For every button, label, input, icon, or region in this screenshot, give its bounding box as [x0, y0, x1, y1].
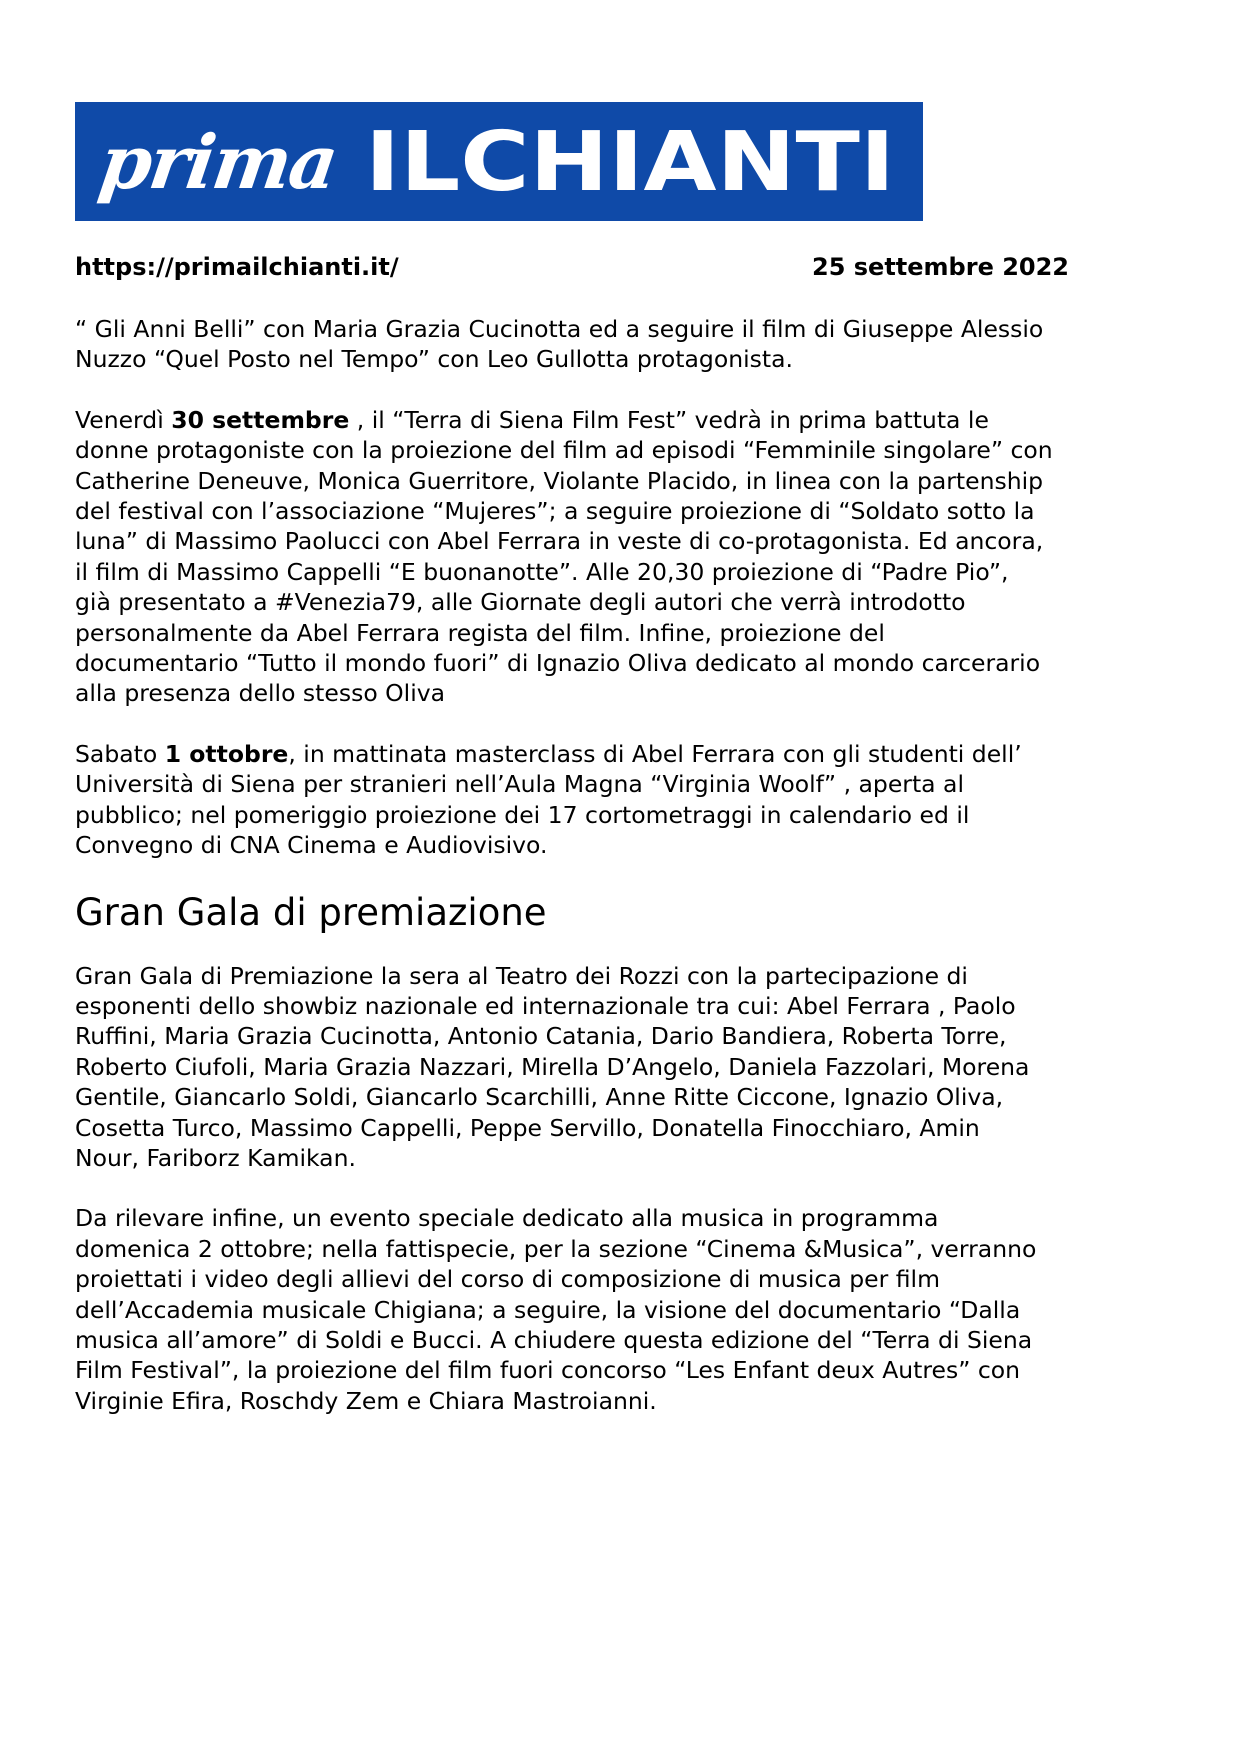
paragraph-venerdi-text: , il “Terra di Siena Film Fest” vedrà in prima battuta le donne protagoniste con la proiezione del film ad episodi “Femminile singolare” con Catherine Deneuve, Monica Guerritore, Violante Placido, in linea con la partenship del festival con l’associazione “Mujeres”; a seguire proiezione di “Soldato sotto la luna” di Massimo Paolucci con Abel Ferrara in veste di co-protagonista. Ed ancora, il film di Massimo Cappelli “E buonanotte”. Alle 20,30 proiezione di “Padre Pio”, già presentato a #Venezia79, alle Giornate degli autori che verrà introdotto personalmente da Abel Ferrara regista del film. Infine, proiezione del documentario “Tutto il mondo fuori” di Ignazio Oliva dedicato al mondo carcerario alla presenza dello stesso Oliva: [75, 405, 1053, 708]
section-heading: Gran Gala di premiazione: [75, 890, 547, 934]
source-url: https://primailchianti.it/: [75, 253, 399, 281]
article-body: [75, 314, 1175, 1446]
masthead-logo: [75, 102, 923, 221]
paragraph-sabato-date: 1 ottobre: [164, 739, 289, 768]
paragraph-musica: Da rilevare infine, un evento speciale dedicato alla musica in programma domenica 2 ottobre; nella fattispecie, per la sezione “Cinema &Musica”, verranno proiettati i video degli allievi del corso di composizione di musica per film dell’Accademia musicale Chigiana; a seguire, la visione del documentario “Dalla musica all’amore” di Soldi e Bucci. A chiudere questa edizione del “Terra di Siena Film Festival”, la proiezione del film fuori concorso “Les Enfant deux Autres” con Virginie Efira, Roschdy Zem e Chiara Mastroianni.: [75, 1204, 1037, 1415]
paragraph-gala: Gran Gala di Premiazione la sera al Teatro dei Rozzi con la partecipazione di esponenti dello showbiz nazionale ed internazionale tra cui: Abel Ferrara , Paolo Ruffini, Maria Grazia Cucinotta, Antonio Catania, Dario Bandiera, Roberta Torre, Roberto Ciufoli, Maria Grazia Nazzari, Mirella D’Angelo, Daniela Fazzolari, Morena Gentile, Giancarlo Soldi, Giancarlo Scarchilli, Anne Ritte Ciccone, Ignazio Oliva, Cosetta Turco, Massimo Cappelli, Peppe Servillo, Donatella Finocchiaro, Amin Nour, Fariborz Kamikan.: [75, 961, 1030, 1172]
source-row: [75, 250, 1075, 284]
paragraph-venerdi-prefix: Venerdì: [75, 405, 172, 434]
paragraph-venerdi-date: 30 settembre: [171, 405, 350, 434]
paragraph-sabato-prefix: Sabato: [75, 739, 165, 768]
paragraph-venerdi: [75, 405, 1175, 709]
paragraph-intro: “ Gli Anni Belli” con Maria Grazia Cucinotta ed a seguire il film di Giuseppe Alessio Nuzzo “Quel Posto nel Tempo” con Leo Gullotta protagonista.: [75, 315, 1044, 374]
paragraph-sabato: [75, 739, 1175, 861]
logo-title-text: ILCHIANTI: [365, 115, 895, 210]
paragraph-sabato-text: , in mattinata masterclass di Abel Ferrara con gli studenti dell’ Università di Siena per stranieri nell’Aula Magna “Virginia Woolf” , aperta al pubblico; nel pomeriggio proiezione dei 17 cortometraggi in calendario ed il Convegno di CNA Cinema e Audiovisivo.: [75, 739, 1022, 860]
logo-prima-text: prima: [94, 118, 342, 206]
publication-date: 25 settembre 2022: [812, 253, 1069, 281]
